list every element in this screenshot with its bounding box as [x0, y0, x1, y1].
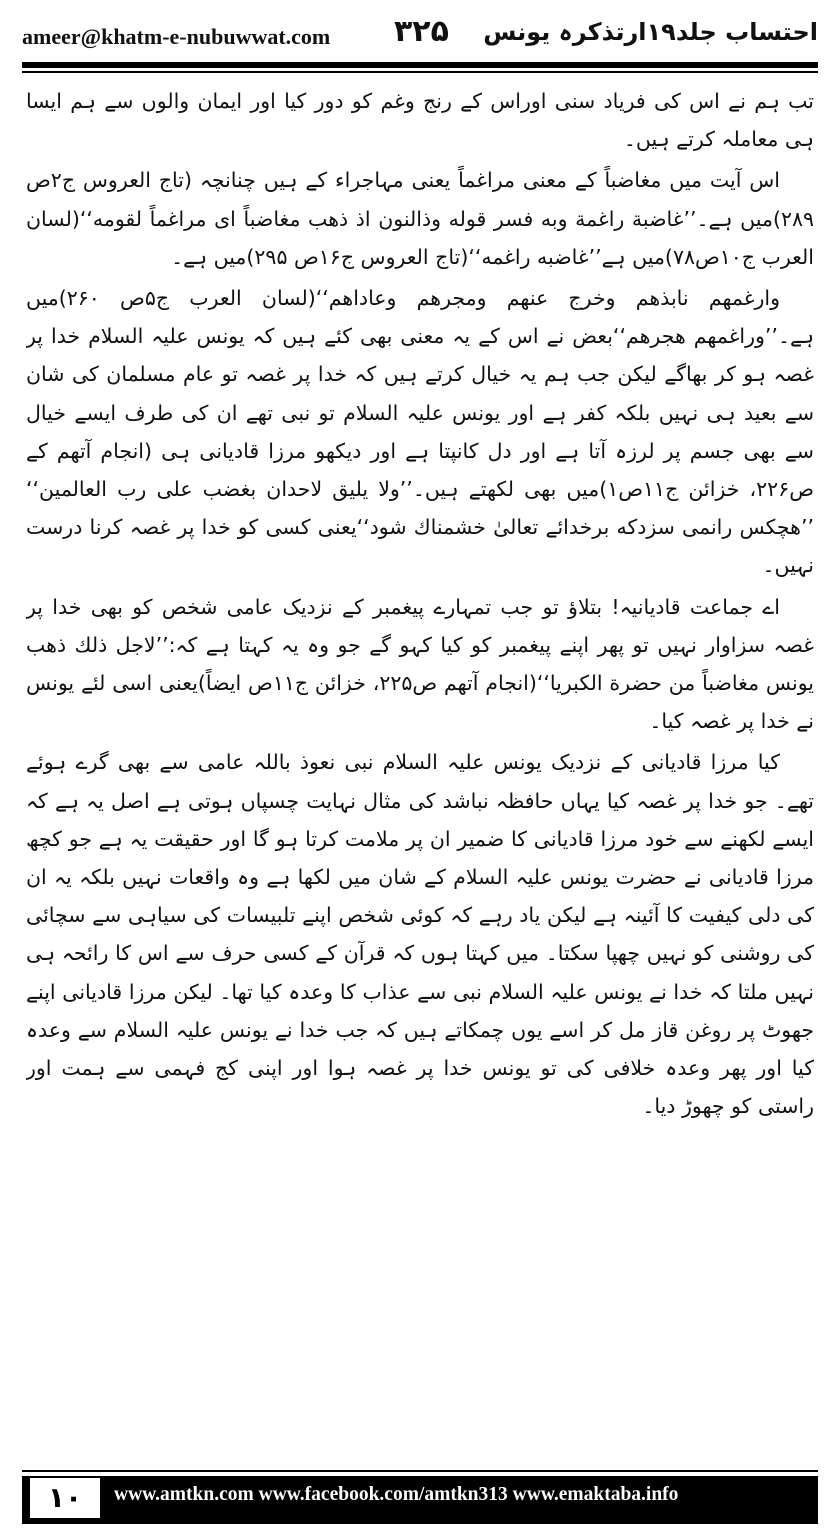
paragraph-1: تب ہم نے اس کی فریاد سنی اوراس کے رنج وغم کو دور کیا اور ایمان والوں سے ہم ایسا ہی معاملہ کرتے ہیں۔	[26, 89, 814, 152]
paragraph-3: وارغمهم نابذهم وخرج عنهم ومجرهم وعاداهم‘‘(لسان العرب ج۵ص ۲۶۰)میں ہے۔’’وراغمهم هجرهم‘‘بعض نے اس کے یہ معنی بھی کئے ہیں کہ یونس علیہ السلام خدا پر غصہ ہو کر بھاگے لیکن جب ہم یہ خیال کرتے ہیں کہ خدا پر غصہ تو عام مسلمان کی شان سے بعید ہی نہیں بلکہ کفر ہے اور یونس علیہ السلام تو نبی تھے ان کی طرف ایسے خیال سے بھی جسم پر لرزہ آتا ہے اور دل کانپتا ہے اور دیکھو مرزا قادیانی ہی (انجام آتھم کے ص۲۲۶، خزائن ج۱۱ص۱)میں بھی لکھتے ہیں۔’’ولا یلیق لاحدان بغضب علی رب العالمین‘‘ ’’هچکس رانمی سزدکه برخدائے تعالیٰ خشمناك شود‘‘یعنی کسی کو خدا پر غصہ کرنا درست نہیں۔	[26, 286, 814, 578]
page-body	[26, 82, 814, 1462]
header-rule-thin	[22, 71, 818, 73]
paragraph-5: کیا مرزا قادیانی کے نزدیک یونس علیہ السلام نبی نعوذ باللہ عامی سے بھی گرے ہوئے تھے۔ جو خدا پر غصہ کیا یہاں حافظہ نباشد کی مثال نہایت چسپاں ہوتی ہے اصل یہ ہے کہ ایسے لکھنے سے خود مرزا قادیانی کا ضمیر ان پر ملامت کرتا ہو گا اور حقیقت یہ ہے جو کچھ مرزا قادیانی نے حضرت یونس علیہ السلام کے شان میں لکھا ہے وہ واقعات نہیں بلکہ یہ ان کی دلی کیفیت کا آئینہ ہے لیکن یاد رہے کہ کوئی شخص اپنے تلبیسات کی سیاہی سے سچائی کی روشنی کو نہیں چھپا سکتا۔ میں کہتا ہوں کہ قرآن کے کسی حرف سے اس کا رائحہ ہی نہیں ملتا کہ خدا نے یونس علیہ السلام نبی سے عذاب کا وعدہ کیا تھا۔ لیکن مرزا قادیانی اپنے جھوٹ پر روغن قاز مل کر اسے یوں چمکاتے ہیں کہ جب خدا نے یونس علیہ السلام سے وعدہ کیا اور پھر وعدہ خلافی کی تو یونس خدا پر غصہ ہوا اور اپنی کج فہمی سے ہمت اور راستی کو چھوڑ دیا۔	[26, 750, 814, 1119]
footer-page-marker: ۱۰	[30, 1478, 100, 1518]
footer-rule	[22, 1470, 818, 1472]
header-email[interactable]: ameer@khatm-e-nubuwwat.com	[22, 24, 331, 49]
book-title: احتساب جلد۱۹ارتذکرہ یونس	[483, 18, 818, 46]
footer-links[interactable]: www.amtkn.com www.facebook.com/amtkn313 www.emaktaba.info	[114, 1484, 679, 1505]
paragraph-4: اے جماعت قادیانیہ! بتلاؤ تو جب تمہارے پیغمبر کے نزدیک عامی شخص کو بھی خدا پر غصہ سزاوار نہیں تو پھر اپنے پیغمبر کو کیا کہو گے جو وہ یہ کہتا ہے کہ:’’لاجل ذلك ذهب یونس مغاضباً من حضرة الکبریا‘‘(انجام آتھم ص۲۲۵، خزائن ج۱۱ص ایضاً)یعنی اسی لئے یونس نے خدا پر غصہ کیا۔	[26, 594, 814, 734]
header-rule-thick	[22, 62, 818, 68]
footer-bar	[22, 1476, 818, 1524]
paragraph-2: اس آیت میں مغاضباً کے معنی مراغماً یعنی مہاجراء کے ہیں چنانچہ (تاج العروس ج۲ص ۲۸۹)میں ہے۔’’غاضبة راغمة وبه فسر قوله وذالنون اذ ذهب مغاضباً ای مراغماً لقومه‘‘(لسان العرب ج۱۰ص۷۸)میں ہے’’غاضبه راغمه‘‘(تاج العروس ج۱۶ص ۲۹۵)میں ہے۔	[26, 168, 814, 269]
page-number: ۳۲۵	[394, 14, 449, 49]
page-header	[22, 14, 818, 58]
